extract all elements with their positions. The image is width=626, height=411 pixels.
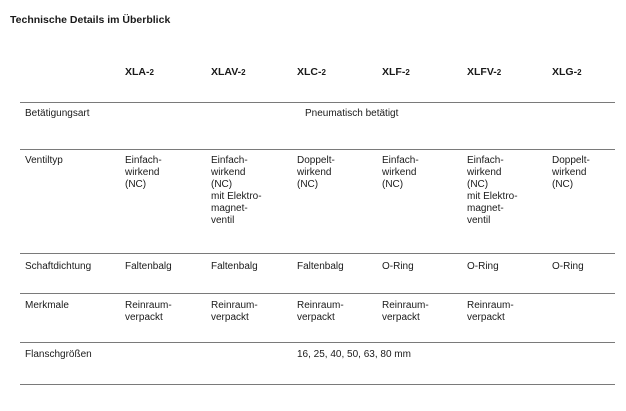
- divider: [20, 293, 615, 294]
- merkmale-cell: Reinraum- verpackt: [211, 300, 258, 323]
- column-header-xlg: XLG-2: [552, 66, 582, 78]
- column-header-xlav: XLAV-2: [211, 66, 246, 78]
- divider: [20, 102, 615, 103]
- row-label-ventiltyp: Ventiltyp: [25, 155, 63, 166]
- ventiltyp-cell: Doppelt- wirkend (NC): [297, 155, 335, 190]
- flanschgroessen-value: 16, 25, 40, 50, 63, 80 mm: [297, 349, 411, 360]
- merkmale-cell: Reinraum- verpackt: [382, 300, 429, 323]
- divider: [20, 384, 615, 385]
- schaftdichtung-cell: O-Ring: [552, 261, 584, 272]
- page-title: Technische Details im Überblick: [10, 14, 171, 26]
- merkmale-cell: Reinraum- verpackt: [125, 300, 172, 323]
- divider: [20, 149, 615, 150]
- row-label-betaetigungsart: Betätigungsart: [25, 108, 90, 119]
- column-header-xla: XLA-2: [125, 66, 154, 78]
- row-label-schaftdichtung: Schaftdichtung: [25, 261, 92, 272]
- schaftdichtung-cell: Faltenbalg: [211, 261, 258, 272]
- ventiltyp-cell: Einfach- wirkend (NC) mit Elektro- magnet- ventil: [467, 155, 518, 226]
- column-header-xlc: XLC-2: [297, 66, 326, 78]
- ventiltyp-cell: Einfach- wirkend (NC) mit Elektro- magnet- ventil: [211, 155, 262, 226]
- schaftdichtung-cell: O-Ring: [467, 261, 499, 272]
- ventiltyp-cell: Einfach- wirkend (NC): [125, 155, 162, 190]
- merkmale-cell: Reinraum- verpackt: [297, 300, 344, 323]
- merkmale-cell: Reinraum- verpackt: [467, 300, 514, 323]
- betaetigungsart-value: Pneumatisch betätigt: [305, 108, 399, 119]
- ventiltyp-cell: Doppelt- wirkend (NC): [552, 155, 590, 190]
- divider: [20, 253, 615, 254]
- row-label-merkmale: Merkmale: [25, 300, 69, 311]
- schaftdichtung-cell: Faltenbalg: [125, 261, 172, 272]
- schaftdichtung-cell: Faltenbalg: [297, 261, 344, 272]
- row-label-flanschgroessen: Flanschgrößen: [25, 349, 92, 360]
- schaftdichtung-cell: O-Ring: [382, 261, 414, 272]
- column-header-xlf: XLF-2: [382, 66, 410, 78]
- ventiltyp-cell: Einfach- wirkend (NC): [382, 155, 419, 190]
- divider: [20, 342, 615, 343]
- column-header-xlfv: XLFV-2: [467, 66, 502, 78]
